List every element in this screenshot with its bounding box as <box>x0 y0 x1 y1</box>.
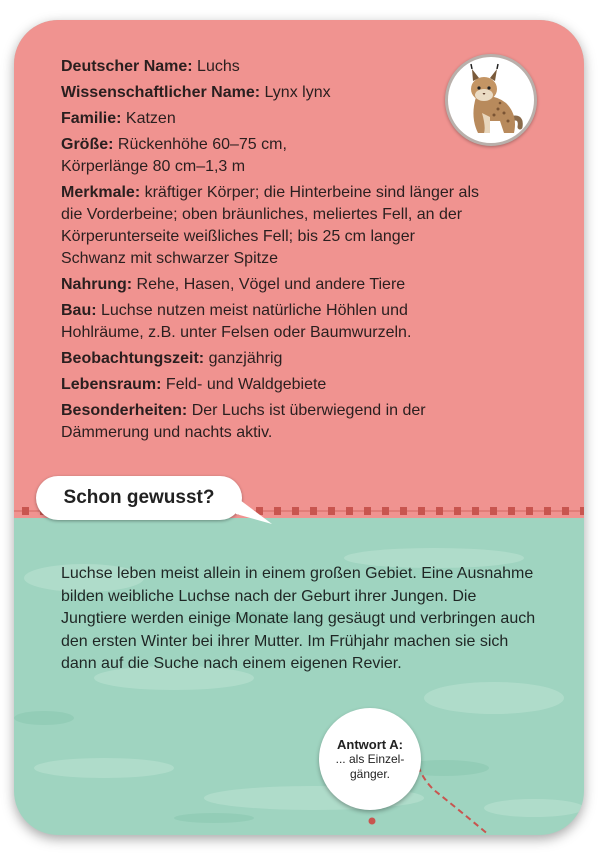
stripe-mark <box>562 507 569 515</box>
fact-label: Größe: <box>61 136 114 153</box>
stripe-mark <box>526 507 533 515</box>
fact-value-line2: Körperlänge 80 cm–1,3 m <box>61 158 246 175</box>
fact-den <box>61 300 481 344</box>
fact-value: Rückenhöhe 60–75 cm, <box>113 136 287 153</box>
fact-label: Deutscher Name: <box>61 58 193 75</box>
answer-line2: gänger. <box>349 766 391 781</box>
stripe-mark <box>472 507 479 515</box>
stripe-mark <box>454 507 461 515</box>
fact-label: Merkmale: <box>61 184 141 201</box>
stripe-mark <box>400 507 407 515</box>
stripe-mark <box>310 507 317 515</box>
fact-value: Luchse nutzen meist natürliche Höhlen und Hohlräume, z.B. unter Felsen oder Baumwurzeln. <box>61 302 412 341</box>
fact-value: Der Luchs ist überwiegend in der Dämmerung und nachts aktiv. <box>61 402 426 441</box>
fact-scientific-name <box>61 82 481 104</box>
stripe-mark <box>292 507 299 515</box>
stripe-mark <box>580 507 584 515</box>
fact-observation-time <box>61 348 481 370</box>
fact-special <box>61 400 481 444</box>
answer-badge <box>319 708 421 810</box>
fact-value: Rehe, Hasen, Vögel und andere Tiere <box>132 276 406 293</box>
stripe-mark <box>490 507 497 515</box>
fact-label: Bau: <box>61 302 97 319</box>
fact-label: Beobachtungszeit: <box>61 350 205 367</box>
fact-label: Wissenschaftlicher Name: <box>61 84 261 101</box>
fact-value: kräftiger Körper; die Hinterbeine sind länger als die Vorderbeine; oben bräunliches, meliertes Fell, an der Körperunterseite weißliches Fell; bis 25 cm langer Schwanz mit schwarzer Spitze <box>61 184 479 267</box>
animal-card <box>14 20 584 835</box>
stripe-mark <box>544 507 551 515</box>
stripe-mark <box>328 507 335 515</box>
stripe-mark <box>508 507 515 515</box>
fact-features <box>61 182 481 270</box>
fact-food <box>61 274 481 296</box>
fact-value: Lynx lynx <box>260 84 331 101</box>
fact-value: Luchs <box>192 58 240 75</box>
facts-section <box>14 20 584 510</box>
lynx-photo-icon <box>445 54 537 146</box>
fact-habitat <box>61 374 481 396</box>
bubble-tail <box>232 494 272 526</box>
answer-line1: ... als Einzel- <box>335 751 405 766</box>
fact-german-name <box>61 56 481 78</box>
stripe-mark <box>346 507 353 515</box>
facts-list <box>61 56 481 448</box>
stripe-mark <box>22 507 29 515</box>
did-you-know-text: Luchse leben meist allein in einem großen Gebiet. Eine Ausnahme bilden weibliche Luchse nach der Geburt ihrer Jungen. Die Jungtiere werden einige Monate lang gesäugt und verbringen auch den ersten Winter bei ihrer Mutter. Im Frühjahr machen sie sich dann auf die Suche nach einem eigenen Revier. <box>61 565 536 672</box>
fact-label: Nahrung: <box>61 276 133 293</box>
bubble-title: Schon gewusst? <box>63 487 215 508</box>
stripe-mark <box>274 507 281 515</box>
stripe-mark <box>364 507 371 515</box>
fact-label: Familie: <box>61 110 122 127</box>
stripe-mark <box>436 507 443 515</box>
fact-value: ganzjährig <box>204 350 283 367</box>
stripe-mark <box>382 507 389 515</box>
fact-label: Lebensraum: <box>61 376 162 393</box>
fact-value: Feld- und Waldgebiete <box>161 376 327 393</box>
fact-family <box>61 108 481 130</box>
stripe-mark <box>418 507 425 515</box>
did-you-know-bubble <box>36 476 242 520</box>
fact-label: Besonderheiten: <box>61 402 188 419</box>
fact-size <box>61 134 481 178</box>
fact-value: Katzen <box>121 110 176 127</box>
answer-title: Antwort A: <box>337 736 403 752</box>
